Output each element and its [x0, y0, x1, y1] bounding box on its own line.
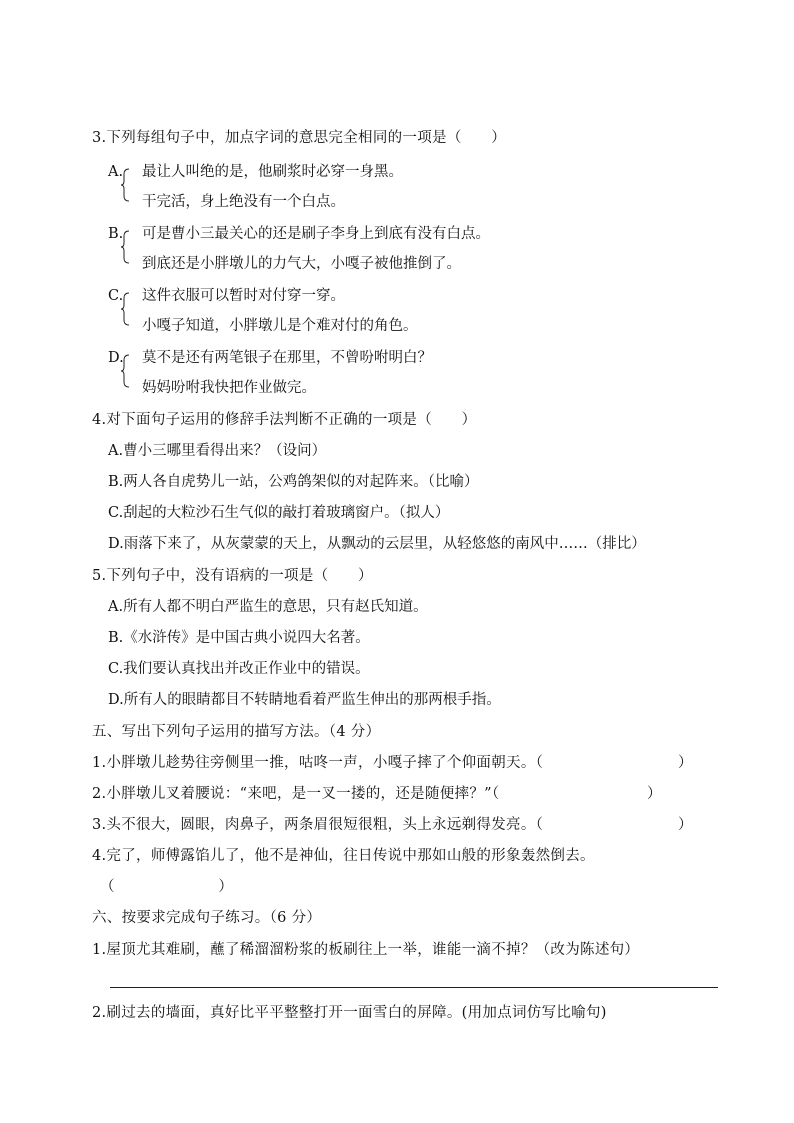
q3-option-b-line2: 到底还是小胖墩儿的力气大，小嘎子被他推倒了。: [142, 256, 461, 272]
q3-option-b-line1: 可是曹小三最关心的还是刷子李身上到底有没有白点。: [142, 226, 490, 242]
q5-option-c: C.我们要认真找出并改正作业中的错误。: [108, 661, 370, 677]
q3-option-d-line2: 妈妈吩咐我快把作业做完。: [142, 380, 316, 396]
q3-option-c-letter: C.: [108, 288, 124, 304]
q5-option-b: B.《水浒传》是中国古典小说四大名著。: [108, 630, 370, 646]
section5-item1-close: ）: [678, 755, 693, 771]
section5-item1: 1.小胖墩儿趁势往旁侧里一推，咕咚一声，小嘎子摔了个仰面朝天。（: [92, 755, 544, 771]
q3-option-b-letter: B.: [108, 226, 124, 242]
q4-option-a: A.曹小三哪里看得出来？（设问）: [108, 443, 327, 459]
q3-option-c-line2: 小嘎子知道，小胖墩儿是个难对付的角色。: [142, 318, 418, 334]
q4-stem: 4.对下面句子运用的修辞手法判断不正确的一项是（ ）: [92, 412, 477, 428]
brace-icon: [120, 292, 130, 326]
q3-option-a-line2: 干完活，身上绝没有一个白点。: [142, 194, 345, 210]
q3-option-a-letter: A.: [108, 164, 124, 180]
brace-icon: [120, 168, 130, 202]
section5-item2: 2.小胖墩儿叉着腰说：“来吧，是一叉一搂的，还是随便摔？”（: [92, 786, 500, 802]
section6-title: 六、按要求完成句子练习。（6 分）: [92, 910, 322, 926]
q3-option-d-letter: D.: [108, 350, 124, 366]
answer-line: [110, 987, 718, 988]
q3-stem: 3.下列每组句子中，加点字词的意思完全相同的一项是（ ）: [92, 130, 507, 146]
q3-option-c-line1: 这件衣服可以暂时对付穿一穿。: [142, 288, 345, 304]
section6-item2: 2.刷过去的墙面，真好比平平整整打开一面雪白的屏障。(用加点词仿写比喻句): [92, 1005, 607, 1021]
section5-item4: 4.完了，师傅露馅儿了，他不是神仙，往日传说中那如山般的形象轰然倒去。: [92, 848, 595, 864]
section5-title: 五、写出下列句子运用的描写方法。（4 分）: [92, 724, 381, 740]
q5-stem: 5.下列句子中，没有语病的一项是（ ）: [92, 568, 373, 584]
q4-option-d: D.雨落下来了，从灰蒙蒙的天上，从飘动的云层里，从轻悠悠的南风中……（排比）: [108, 536, 646, 552]
brace-icon: [120, 354, 130, 388]
brace-icon: [120, 230, 130, 264]
section5-item3-close: ）: [678, 817, 693, 833]
section5-item2-close: ）: [647, 786, 662, 802]
q3-option-a-line1: 最让人叫绝的是，他刷浆时必穿一身黑。: [142, 164, 403, 180]
q5-option-a: A.所有人都不明白严监生的意思，只有赵氏知道。: [108, 599, 428, 615]
q4-option-c: C.刮起的大粒沙石生气似的敲打着玻璃窗户。（拟人）: [108, 505, 450, 521]
q4-option-b: B.两人各自虎势儿一站，公鸡鸽架似的对起阵来。（比喻）: [108, 474, 479, 490]
q5-option-d: D.所有人的眼睛都目不转睛地看着严监生伸出的那两根手指。: [108, 692, 501, 708]
section5-item3: 3.头不很大，圆眼，肉鼻子，两条眉很短很粗，头上永远剃得发亮。（: [92, 817, 544, 833]
section6-item1: 1.屋顶尤其难刷，蘸了稀溜溜粉浆的板刷往上一举，谁能一滴不掉？（改为陈述句）: [92, 942, 640, 958]
section5-item4-blank: （ ）: [100, 879, 234, 895]
q3-option-d-line1: 莫不是还有两笔银子在那里，不曾吩咐明白？: [142, 350, 432, 366]
